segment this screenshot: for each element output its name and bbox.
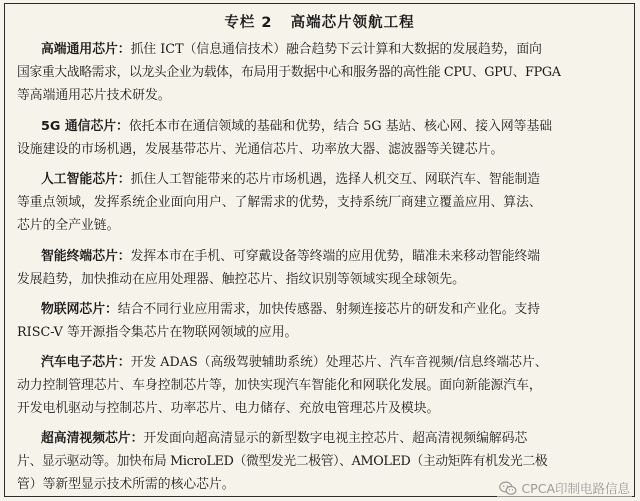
section-line: 等高端通用芯片技术研发。 xyxy=(17,88,171,103)
section-line: 开发电机驱动与控制芯片、功率芯片、电力储存、充放电管理芯片及模块。 xyxy=(17,401,440,416)
section-line: 发展趋势，加快推动在应用处理器、触控芯片、指纹识别等领域实现全球领先。 xyxy=(17,272,465,287)
section-line: 智能终端芯片：发挥本市在手机、可穿戴设备等终端的应用优势，瞄准未来移动智能终端 xyxy=(41,249,541,264)
section-ai-chips xyxy=(17,168,625,237)
section-line: 超高清视频芯片：开发面向超高清显示的新型数字电视主控芯片、超高清视频编解码芯 xyxy=(41,431,528,446)
section-line: 5G 通信芯片：依托本市在通信领域的基础和优势，结合 5G 基站、核心网、接入网等基础 xyxy=(41,119,553,134)
section-line: 管）等新型显示技术所需的核心芯片。 xyxy=(17,477,235,492)
column-box xyxy=(4,3,635,497)
section-line: 物联网芯片：结合不同行业应用需求，加快传感器、射频连接芯片的研发和产业化。支持 xyxy=(41,302,541,317)
section-keyword: 超高清视频芯片： xyxy=(41,431,144,446)
section-line: 设施建设的市场机遇，发展基带芯片、光通信芯片、功率放大器、滤波器等关键芯片。 xyxy=(17,142,504,157)
section-keyword: 人工智能芯片： xyxy=(41,172,131,187)
section-keyword: 物联网芯片： xyxy=(41,302,118,317)
section-iot-chips xyxy=(17,298,625,344)
source-watermark xyxy=(497,479,632,497)
section-keyword: 汽车电子芯片： xyxy=(41,355,131,370)
section-line: 片、显示驱动等。加快布局 MicroLED（微型发光二极管）、AMOLED（主动矩阵有机发光二极 xyxy=(17,454,548,469)
section-line: 高端通用芯片：抓住 ICT（信息通信技术）融合趋势下云计算和大数据的发展趋势，面向 xyxy=(41,42,542,57)
section-smart-terminal-chips xyxy=(17,245,625,291)
section-line: RISC-V 等开源指令集芯片在物联网领域的应用。 xyxy=(17,325,298,340)
section-line: 等重点领域，发挥系统企业面向用户、了解需求的优势，支持系统厂商建立覆盖应用、算法、 xyxy=(17,195,542,210)
section-keyword: 高端通用芯片： xyxy=(41,42,131,57)
section-line: 动力控制管理芯片、车身控制芯片等，加快实现汽车智能化和网联化发展。面向新能源汽车， xyxy=(17,378,542,393)
section-high-end-general-chips xyxy=(17,38,625,107)
section-line: 汽车电子芯片：开发 ADAS（高级驾驶辅助系统）处理芯片、汽车音视频/信息终端芯片、 xyxy=(41,355,548,370)
section-automotive-chips xyxy=(17,351,625,420)
section-5g-chips xyxy=(17,115,625,161)
wechat-icon xyxy=(499,481,517,496)
section-line: 国家重大战略需求，以龙头企业为载体，布局用于数据中心和服务器的高性能 CPU、GPU、FPGA xyxy=(17,65,561,80)
column-title: 专栏 2 高端芯片领航工程 xyxy=(224,15,415,31)
watermark-text: CPCA印制电路信息 xyxy=(521,481,630,496)
section-line: 芯片的全产业链。 xyxy=(17,218,120,233)
section-keyword: 智能终端芯片： xyxy=(41,249,131,264)
section-line: 人工智能芯片：抓住人工智能带来的芯片市场机遇，选择人机交互、网联汽车、智能制造 xyxy=(41,172,541,187)
section-keyword: 5G 通信芯片： xyxy=(41,119,129,134)
